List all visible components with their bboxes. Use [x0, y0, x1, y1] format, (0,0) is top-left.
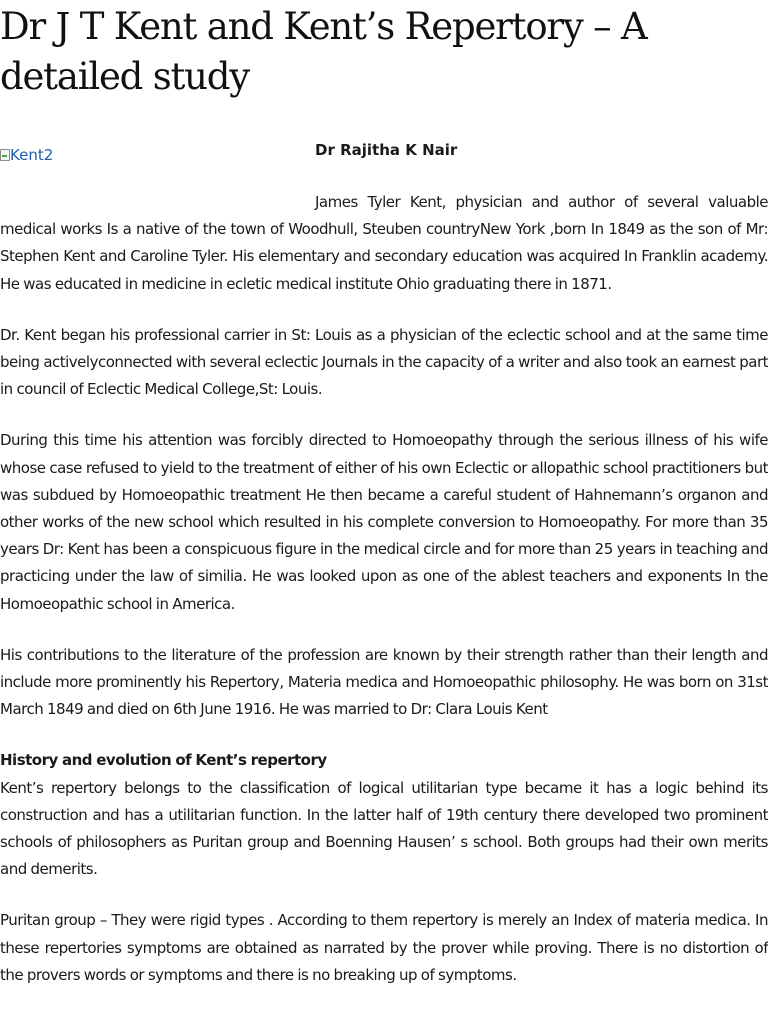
article-author: Dr Rajitha K Nair — [315, 141, 458, 159]
article-image-link[interactable] — [0, 146, 53, 164]
paragraph-puritan-group: Puritan group – They were rigid types . According to them repertory is merely an Index of materia medica. In these repertories symptoms are obtained as narrated by the prover while proving. There is no distortion of the provers words or symptoms and there is no breaking up of symptoms. — [0, 911, 768, 984]
image-alt-text: Kent2 — [10, 146, 54, 164]
paragraph-career: Dr. Kent began his professional carrier in St: Louis as a physician of the eclectic school and at the same time being activelyconnected with several eclectic Journals in the capacity of a writer and also took an earnest part in council of Eclectic Medical College,St: Louis. — [0, 325, 768, 399]
paragraph-classification: Kent’s repertory belongs to the classification of logical utilitarian type became it has a logic behind its construction and has a utilitarian function. In the latter half of 19th century there developed two prominent schools of philosophers as Puritan group and Boenning Hausen’ s school. Both groups had their own merits and demerits. — [0, 778, 768, 879]
paragraph-homoeopathy: During this time his attention was forcibly directed to Homoeopathy through the serious illness of his wife whose case refused to yield to the treatment of either of his own Eclectic or allopathic school practitioners but was subdued by Homoeopathic treatment He then became a careful student of Hahnemann’s organon and other works of the new school which resulted in his complete conversion to Homoeopathy. For more than 35 years Dr: Kent has been a conspicuous figure in the medical circle and for more than 25 years in teaching and practicing under the law of similia. He was looked upon as one of the ablest teachers and exponents In the Homoeopathic school in America. — [0, 431, 768, 613]
section-heading: History and evolution of Kent’s repertory — [0, 751, 327, 770]
article-body — [0, 189, 768, 1013]
article-title: Dr J T Kent and Kent’s Repertory – A detailed study — [0, 5, 647, 98]
paragraph-intro: James Tyler Kent, physician and author of several valuable medical works Is a native of the town of Woodhull, Steuben countryNew York ,born In 1849 as the son of Mr: Stephen Kent and Caroline Tyler. His elementary and secondary education was acquired In Franklin academy. He was educated in medicine in ecletic medical institute Ohio graduating there in 1871. — [0, 193, 768, 293]
broken-image-icon — [0, 149, 10, 161]
paragraph-contributions: His contributions to the literature of the profession are known by their strength rather than their length and include more prominently his Repertory, Materia medica and Homoeopathic philosophy. He was born on 31st March 1849 and died on 6th June 1916. He was married to Dr: Clara Louis Kent — [0, 645, 768, 719]
